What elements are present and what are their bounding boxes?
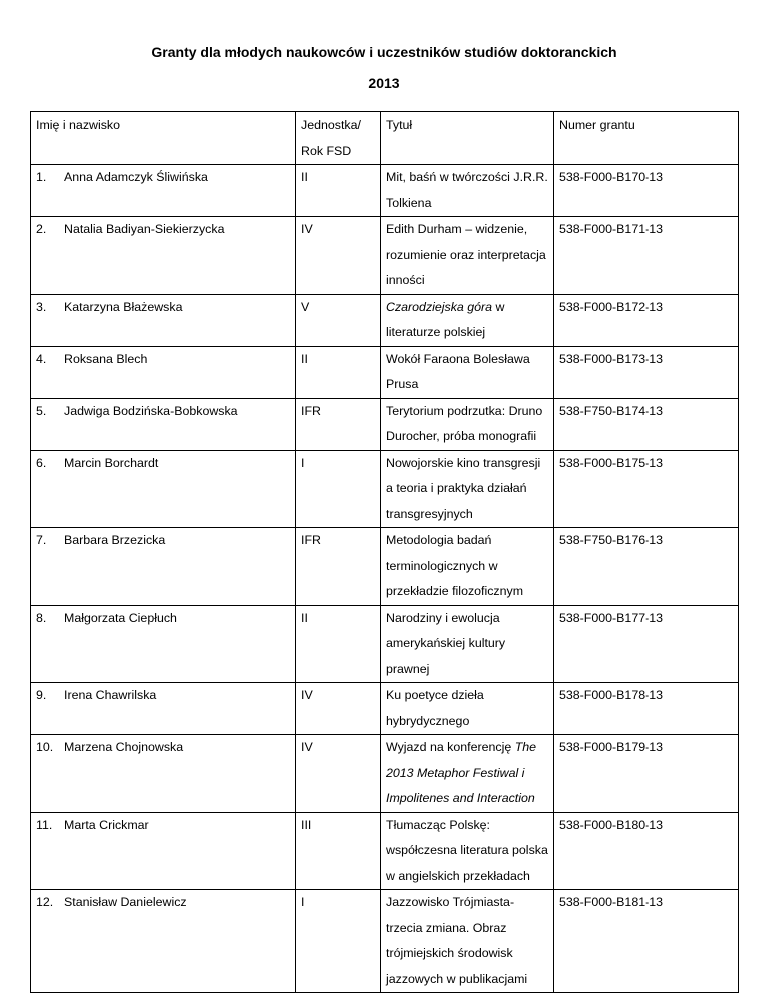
cell-name [31, 398, 296, 450]
cell-unit: II [296, 165, 381, 217]
cell-grant-number: 538-F750-B176-13 [554, 528, 739, 606]
cell-grant-number: 538-F000-B181-13 [554, 890, 739, 993]
cell-unit: IFR [296, 528, 381, 606]
cell-title: Wokół Faraona Bolesława Prusa [381, 346, 554, 398]
person-name: Roksana Blech [64, 351, 148, 366]
document-year: 2013 [368, 75, 400, 91]
table-row [31, 812, 739, 890]
cell-name [31, 528, 296, 606]
row-number: 12. [36, 895, 54, 909]
person-name: Katarzyna Błażewska [64, 299, 183, 314]
person-name: Barbara Brzezicka [64, 533, 166, 547]
row-number: 1. [36, 170, 47, 184]
row-number: 6. [36, 455, 47, 470]
cell-name [31, 683, 296, 735]
header-name: Imię i nazwisko [31, 112, 296, 165]
cell-grant-number: 538-F750-B174-13 [554, 398, 739, 450]
cell-name [31, 605, 296, 683]
cell-grant-number: 538-F000-B179-13 [554, 735, 739, 813]
table-row [31, 890, 739, 993]
person-name: Marta Crickmar [64, 817, 149, 832]
table-row [31, 605, 739, 683]
cell-title: Tłumacząc Polskę: współczesna literatura polska w angielskich przekładach [381, 812, 554, 890]
cell-unit: IV [296, 683, 381, 735]
cell-name [31, 346, 296, 398]
person-name: Małgorzata Ciepłuch [64, 610, 177, 625]
row-number: 8. [36, 610, 47, 625]
row-number: 4. [36, 351, 47, 366]
cell-title: Nowojorskie kino transgresji a teoria i praktyka działań transgresyjnych [381, 450, 554, 528]
person-name: Stanisław Danielewicz [64, 895, 187, 909]
table-row [31, 450, 739, 528]
cell-unit: III [296, 812, 381, 890]
cell-unit: IV [296, 217, 381, 295]
cell-unit: IFR [296, 398, 381, 450]
cell-name [31, 890, 296, 993]
person-name: Marzena Chojnowska [64, 740, 184, 754]
cell-name [31, 812, 296, 890]
table-row [31, 294, 739, 346]
cell-unit: V [296, 294, 381, 346]
cell-name [31, 165, 296, 217]
cell-title: Ku poetyce dzieła hybrydycznego [381, 683, 554, 735]
table-row [31, 346, 739, 398]
cell-unit: I [296, 890, 381, 993]
cell-title: Wyjazd na konferencję The 2013 Metaphor Festiwal i Impolitenes and Interaction [381, 735, 554, 813]
person-name: Marcin Borchardt [64, 455, 159, 470]
row-number: 7. [36, 533, 47, 547]
person-name: Irena Chawrilska [64, 688, 157, 702]
person-name: Anna Adamczyk Śliwińska [64, 170, 208, 184]
cell-grant-number: 538-F000-B171-13 [554, 217, 739, 295]
cell-grant-number: 538-F000-B178-13 [554, 683, 739, 735]
cell-title: Terytorium podrzutka: Druno Durocher, próba monografii [381, 398, 554, 450]
grants-table [30, 111, 739, 993]
cell-title: Metodologia badań terminologicznych w przekładzie filozoficznym [381, 528, 554, 606]
cell-unit: IV [296, 735, 381, 813]
row-number: 11. [36, 817, 53, 832]
header-grant-number: Numer grantu [554, 112, 739, 165]
cell-title: Jazzowisko Trójmiasta- trzecia zmiana. Obraz trójmiejskich środowisk jazzowych w publikacjami [381, 890, 554, 993]
cell-grant-number: 538-F000-B180-13 [554, 812, 739, 890]
cell-grant-number: 538-F000-B170-13 [554, 165, 739, 217]
table-row [31, 683, 739, 735]
table-row [31, 165, 739, 217]
row-number: 9. [36, 688, 47, 702]
cell-grant-number: 538-F000-B172-13 [554, 294, 739, 346]
table-row [31, 217, 739, 295]
table-row [31, 528, 739, 606]
person-name: Natalia Badiyan-Siekierzycka [64, 222, 225, 236]
cell-title: Czarodziejska góra w literaturze polskiej [381, 294, 554, 346]
table-row [31, 735, 739, 813]
cell-name [31, 735, 296, 813]
table-row [31, 398, 739, 450]
table-header-row [31, 112, 739, 165]
person-name: Jadwiga Bodzińska-Bobkowska [64, 403, 238, 418]
row-number: 3. [36, 299, 47, 314]
row-number: 5. [36, 403, 47, 418]
cell-title: Mit, baśń w twórczości J.R.R. Tolkiena [381, 165, 554, 217]
cell-unit: II [296, 605, 381, 683]
cell-name [31, 217, 296, 295]
cell-grant-number: 538-F000-B177-13 [554, 605, 739, 683]
document-title: Granty dla młodych naukowców i uczestników studiów doktoranckich [151, 44, 617, 60]
cell-grant-number: 538-F000-B173-13 [554, 346, 739, 398]
cell-unit: II [296, 346, 381, 398]
row-number: 2. [36, 222, 47, 236]
header-title: Tytuł [381, 112, 554, 165]
header-unit: Jednostka/ Rok FSD [296, 112, 381, 165]
cell-grant-number: 538-F000-B175-13 [554, 450, 739, 528]
cell-unit: I [296, 450, 381, 528]
row-number: 10. [36, 740, 54, 754]
cell-title: Narodziny i ewolucja amerykańskiej kultury prawnej [381, 605, 554, 683]
cell-name [31, 450, 296, 528]
cell-title: Edith Durham – widzenie, rozumienie oraz interpretacja inności [381, 217, 554, 295]
cell-name [31, 294, 296, 346]
